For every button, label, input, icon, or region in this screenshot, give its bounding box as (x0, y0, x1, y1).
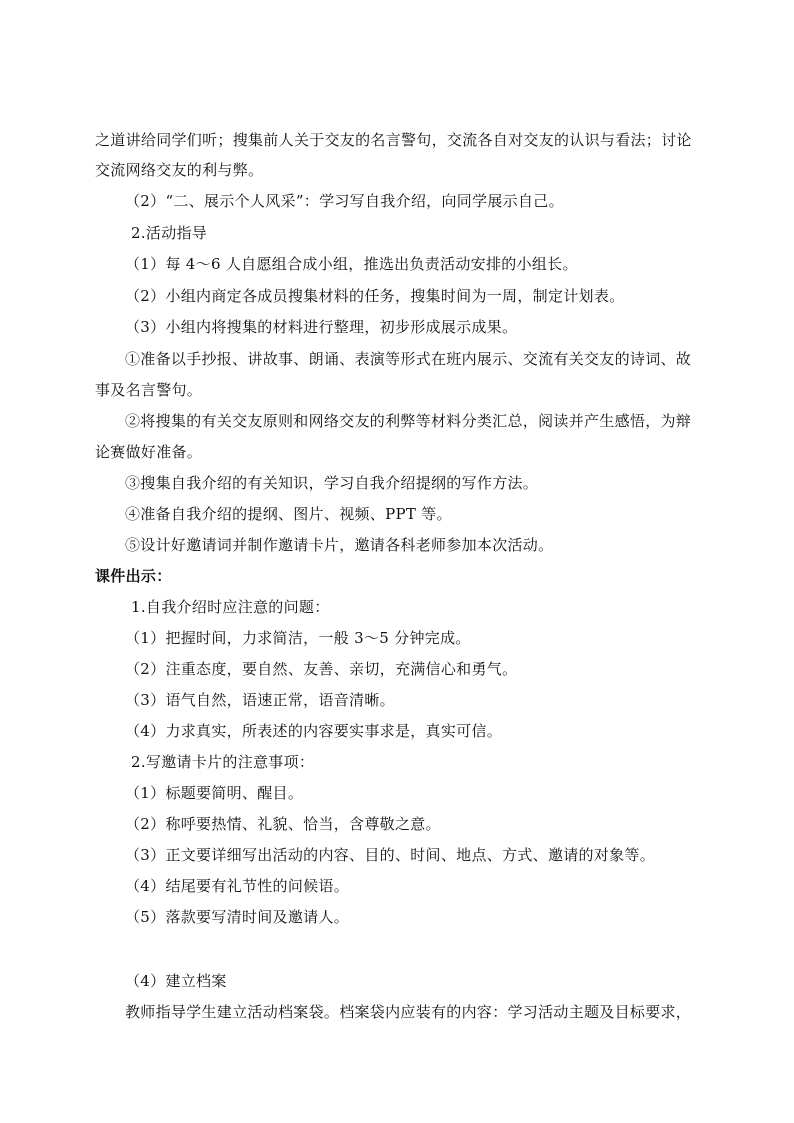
section-heading: 2.写邀请卡片的注意事项： (131, 753, 315, 771)
section-heading: （4）建立档案 (125, 972, 227, 990)
list-item: ②将搜集的有关交友原则和网络交友的利弊等材料分类汇总，阅读并产生感悟，为辩 (125, 412, 692, 430)
list-item: （3）正文要详细写出活动的内容、目的、时间、地点、方式、邀请的对象等。 (125, 846, 656, 864)
list-item-continuation: 论赛做好准备。 (95, 443, 203, 461)
list-item: （5）落款要写清时间及邀请人。 (125, 908, 350, 926)
list-item: （4）结尾要有礼节性的问候语。 (125, 877, 350, 895)
list-item: ③搜集自我介绍的有关知识，学习自我介绍提纲的写作方法。 (125, 474, 539, 492)
list-item: ④准备自我介绍的提纲、图片、视频、PPT 等。 (125, 505, 452, 523)
paragraph-line: 教师指导学生建立活动档案袋。档案袋内应装有的内容：学习活动主题及目标要求， (125, 1003, 692, 1021)
list-item: （1）把握时间，力求简洁，一般 3～5 分钟完成。 (125, 629, 471, 647)
list-item: （1）每 4～6 人自愿组合成小组，推选出负责活动安排的小组长。 (125, 255, 578, 273)
list-item: （4）力求真实，所表述的内容要实事求是，真实可信。 (125, 722, 503, 740)
list-item: （2）称呼要热情、礼貌、恰当，含尊敬之意。 (125, 815, 441, 833)
list-item: （3）语气自然，语速正常，语音清晰。 (125, 691, 395, 709)
section-heading: 2.活动指导 (131, 224, 208, 242)
paragraph-line: 之道讲给同学们听；搜集前人关于交友的名言警句，交流各自对交友的认识与看法；讨论 (95, 131, 692, 149)
list-item: ①准备以手抄报、讲故事、朗诵、表演等形式在班内展示、交流有关交友的诗词、故 (125, 350, 692, 368)
list-item: （3）小组内将搜集的材料进行整理，初步形成展示成果。 (125, 318, 518, 336)
section-heading: 1.自我介绍时应注意的问题： (131, 598, 330, 616)
list-item: （1）标题要简明、醒目。 (125, 784, 304, 802)
list-item: （2）注重态度，要自然、友善、亲切，充满信心和勇气。 (125, 660, 518, 678)
list-item: （2）“二、展示个人风采”：学习写自我介绍，向同学展示自己。 (125, 192, 564, 210)
section-heading: 课件出示： (95, 567, 172, 585)
list-item: （2）小组内商定各成员搜集材料的任务，搜集时间为一周，制定计划表。 (125, 287, 625, 305)
list-item-continuation: 事及名言警句。 (95, 381, 203, 399)
list-item: ⑤设计好邀请词并制作邀请卡片，邀请各科老师参加本次活动。 (125, 536, 554, 554)
paragraph-line: 交流网络交友的利与弊。 (95, 161, 264, 179)
